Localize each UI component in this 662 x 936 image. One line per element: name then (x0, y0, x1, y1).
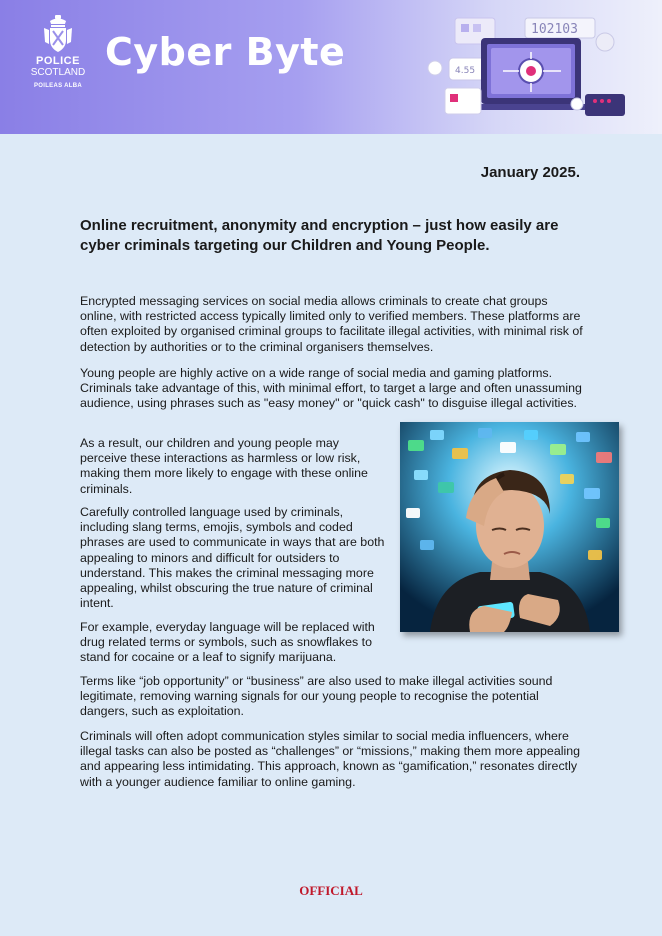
stressed-teen-photo (400, 422, 619, 632)
logo-line-2: SCOTLAND (30, 67, 86, 78)
article-headline: Online recruitment, anonymity and encryption – just how easily are cyber criminals targeting our Children and Young People. (80, 217, 559, 254)
brand-title: Cyber Byte (105, 30, 346, 74)
paragraph-6: Terms like “job opportunity” or “business” are also used to make illegal activities sound legitimate, removing warning signals for our young people to recognise the potential dangers, such as exploitation. (80, 674, 553, 719)
crest-icon (41, 14, 75, 54)
teen-phone-illustration-icon (400, 422, 619, 632)
header-banner (0, 0, 662, 134)
classification-label: OFFICIAL (299, 883, 363, 898)
paragraph-3: As a result, our children and young people may perceive these interactions as harmless or low risk, making them more likely to engage with these online criminals. (80, 436, 368, 496)
logo-line-1: POLICE (36, 55, 80, 67)
paragraph-5: For example, everyday language will be replaced with drug related terms or symbols, such as snowflakes to stand for cocaine or a leaf to signify marijuana. (80, 620, 375, 665)
badge-number: 102103 (531, 22, 578, 37)
police-scotland-logo (28, 14, 88, 114)
screen-number: 4.55 (455, 66, 476, 76)
paragraph-1: Encrypted messaging services on social media allows criminals to create chat groups online, with restricted access typically limited only to verified members. These platforms are often exploited by organised criminal groups to facilitate illegal activities, with minimal risk of detection by authorities or to the criminal organisers themselves. (80, 294, 583, 354)
logo-line-3: POILEAS ALBA (33, 83, 83, 89)
laptop-padlock-icon (425, 8, 635, 126)
paragraph-7: Criminals will often adopt communication styles similar to social media influencers, where illegal tasks can also be posted as “challenges” or “missions,” making them more appealing and appearing less intimidating. This approach, known as “gamification,” resonates directly with a younger audience familiar to online gaming. (80, 729, 580, 789)
paragraph-4: Carefully controlled language used by criminals, including slang terms, emojis, symbols and coded phrases are used to communicate in ways that are both appealing to minors and difficult for outsiders to understand. This makes the criminal messaging more appealing, whilst obscuring the true nature of criminal intent. (80, 505, 385, 611)
issue-date: January 2025. (480, 164, 580, 181)
paragraph-2: Young people are highly active on a wide range of social media and gaming platforms. Criminals take advantage of this, with minimal effort, to target a large and often unassuming audience, using phrases such as "easy money" or "quick cash" to disguise illegal activities. (80, 366, 582, 411)
